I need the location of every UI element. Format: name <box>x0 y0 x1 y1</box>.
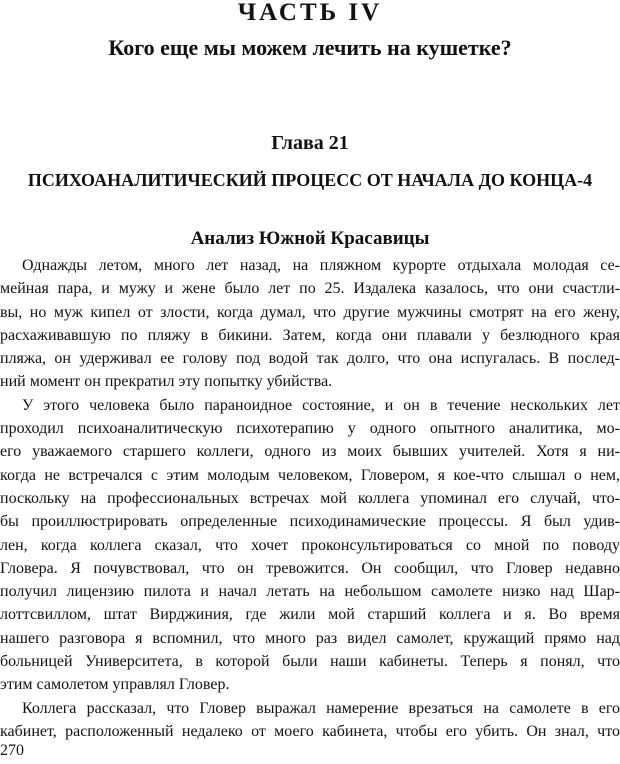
body-text <box>0 254 620 743</box>
text-line: кабинет, расположенный недалеко от моего кабинета, чтобы его убить. Он знал, что <box>0 722 620 740</box>
text-line: его уважаемого старшего коллеги, одного из моих бывших учителей. Хотя я ни- <box>0 443 620 461</box>
text-line: мейная пара, и мужу и жене было лет по 25. Издалека казалось, что они счастли- <box>0 280 620 298</box>
text-line: вы, но муж кипел от злости, когда думал, что другие мужчины смотрят на его жену, <box>0 303 620 321</box>
text-line: У этого человека было параноидное состояние, и он в течение нескольких лет <box>22 396 620 414</box>
part-subtitle: Кого еще мы можем лечить на кушетке? <box>108 35 512 60</box>
text-line: больницей Университета, в которой были наши кабинеты. Теперь я понял, что <box>0 653 620 671</box>
part-label: ЧАСТЬ IV <box>237 0 383 26</box>
text-line: нашего разговора я вспомнил, что много раз видел самолет, кружащий прямо над <box>0 629 620 647</box>
text-line: пляжа, он удерживал ее голову под водой так долго, что она испугалась. В послед- <box>0 350 620 368</box>
text-line: Коллега рассказал, что Гловер выражал намерение врезаться на самолете в его <box>22 699 620 717</box>
text-line: Однажды летом, много лет назад, на пляжном курорте отдыхала молодая се- <box>22 257 620 274</box>
page-number: 270 <box>0 742 24 759</box>
chapter-title: ПСИХОАНАЛИТИЧЕСКИЙ ПРОЦЕСС ОТ НАЧАЛА ДО КОНЦА-4 <box>27 170 593 190</box>
text-line: поскольку на профессиональных встречах мой коллега упоминал его случай, что- <box>0 489 620 507</box>
section-title: Анализ Южной Красавицы <box>190 228 430 249</box>
text-line: бы проиллюстрировать определенные психодинамические процессы. Я был удив- <box>0 513 620 531</box>
text-line: когда не встречался с этим молодым человеком, Гловером, я кое-что слышал о нем, <box>0 466 620 484</box>
text-line: лоттсвиллом, штат Вирджиния, где жили мой старший коллега и я. Во время <box>0 606 620 624</box>
text-line: этим самолетом управлял Гловер. <box>0 676 230 694</box>
text-line: получил лицензию пилота и начал летать на небольшом самолете низко над Шар- <box>0 583 620 601</box>
text-line: ний момент он прекратил эту попытку убийства. <box>0 373 333 391</box>
text-line: Гловера. Я почувствовал, что он тревожится. Он сообщил, что Гловер недавно <box>0 559 620 577</box>
text-line: проходил психоаналитическую психотерапию у одного опытного аналитика, мо- <box>0 420 620 438</box>
chapter-label: Глава 21 <box>271 132 349 154</box>
text-line: расхаживавшую по пляжу в бикини. Затем, когда они плавали у безлюдного края <box>0 326 620 344</box>
text-line: лен, когда коллега сказал, что хочет проконсультироваться со мной по поводу <box>0 536 620 554</box>
